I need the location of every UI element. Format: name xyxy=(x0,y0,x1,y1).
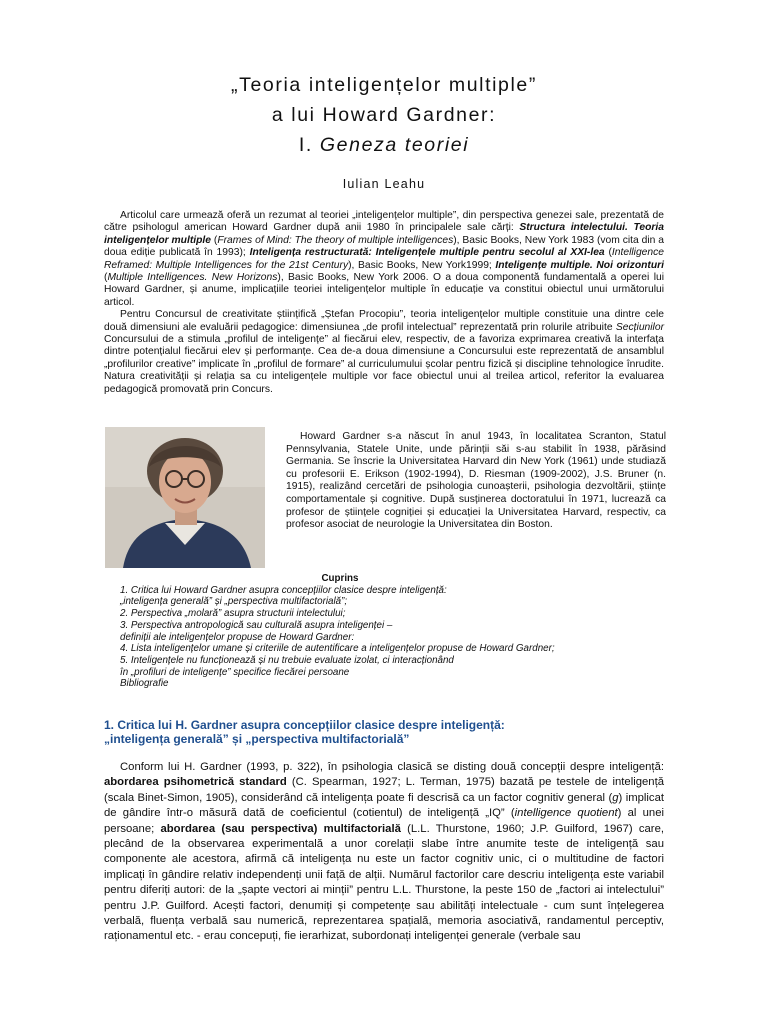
intro-paragraph-1: Articolul care urmează oferă un rezumat al teoriei „inteligențelor multiple”, din perspectiva genezei sale, prezentată de către psihologul american Howard Gardner după anii 1980 în principalele sale cărți: Structura intelectului. Teoria inteligențelor multiple (Frames of Mind: The theory of multiple intelligences), Basic Books, New York 1983 (vom cita din a doua ediție publicată în 1993); Inteligența restructurată: Inteligențele multiple pentru secolul al XXI-lea (Intelligence Reframed: Multiple Intelligences for the 21st Century), Basic Books, New York1999; Inteligențe multiple. Noi orizonturi (Multiple Intelligences. New Horizons), Basic Books, New York 2006. O a doua componentă fundamentală a operei lui Howard Gardner, și anume, implicațiile teoriei inteligențelor multiple în educație va constitui obiectul unui următorului articol. xyxy=(104,210,665,308)
section-1-body xyxy=(104,760,664,945)
document-title xyxy=(0,70,768,160)
section-heading-line-2: „inteligența generală” și „perspectiva multifactorială” xyxy=(104,732,410,746)
biography-text xyxy=(286,431,666,532)
body-paragraph: Conform lui H. Gardner (1993, p. 322), în psihologia clasică se disting două concepții despre inteligență: abordarea psihometrică standard (C. Spearman, 1927; L. Terman, 1975) bazată pe testele de inteligență (scala Binet-Simon, 1905), considerând că inteligența poate fi descrisă ca un factor cognitiv general (g) implicat de gândire într-o măsură dată de coeficientul (cotientul) de inteligență „IQ” (intelligence quotient) al unei persoane; abordarea (sau perspectiva) multifactorială (L.L. Thurstone, 1960; J.P. Guilford, 1967) care, plecând de la observarea experimentală a unor corelații slabe între anumite teste de inteligență sau componente ale acestora, afirmă că inteligența nu este un factor cognitiv unic, ci o multitudine de factori implicați în gândire relativ independenți unii față de alții. Numărul factorilor care descriu inteligența este variabil pentru diferiți autori: de la „șapte vectori ai minții” pentru L.L. Thurstone, la peste 150 de „factori ai intelectului” pentru J.P. Guilford. Acești factori, denumiți și competențe sau abilități intelectuale - cum sunt înțelegerea verbală, fluența verbală sau numerică, reprezentarea spațială, memoria asociativă, randamentul perceptiv, raționamentul etc. - erau concepuți, fie ierarhizat, subordonați inteligenței generale (verbale sau xyxy=(104,761,664,943)
title-line-3 xyxy=(0,130,768,160)
biography-paragraph: Howard Gardner s-a născut în anul 1943, în localitatea Scranton, Statul Pennsylvania, Statele Unite, unde părinții săi s-au stabilit în 1938, părăsind Germania. Se înscrie la Universitatea Harvard din New York (1961) unde studiază cu profesorii E. Erikson (1902-1994), D. Riesman (1909-2002), J.S. Bruner (n. 1915), realizând cercetări de psihologia cunoașterii, psihologia dezvoltării, științe comportamentale și cognitive. După susținerea doctoratului în 1971, lucrează ca profesor de științele cogniției și educației la Universitatea Harvard, respectiv, ca profesor asociat de neurologie la Universitatea din Boston. xyxy=(286,431,666,531)
title-roman-numeral: I. xyxy=(298,134,320,156)
title-line-2: a lui Howard Gardner: xyxy=(271,104,497,126)
toc-line: 4. Lista inteligențelor umane și criteriile de autentificare a inteligențelor propuse de Howard Gardner; xyxy=(120,643,555,655)
toc-line: în „profiluri de inteligențe” specifice fiecărei persoane xyxy=(120,666,350,678)
intro-paragraph-2: Pentru Concursul de creativitate științifică „Ștefan Procopiu”, teoria inteligențelor multiple constituie una dintre cele două dimensiuni ale evaluării pedagogice: dimensiunea „de profil intelectual” reprezentată prin rolurile atribuite Secțiunilor Concursului de a stimula „profilul de inteligențe” al fiecărui elev, respectiv, de a favoriza exprimarea creativă la interfața dintre potențialul fiecărui elev și performanțe. Cea de-a doua dimensiune a Concursului este reprezentată de ansamblul „profilurilor creative” implicate în „profilul de formare” al curriculumului școlar pentru fizică și discipline tehnologice înrudite. Natura creativității și relația sa cu inteligențele multiple vor face obiectul unui al treilea articol, referitor la evaluarea pedagogică promovată prin Concurs. xyxy=(104,309,664,395)
howard-gardner-portrait-photo xyxy=(105,427,265,568)
portrait-illustration xyxy=(105,427,265,568)
section-heading-line-1: 1. Critica lui H. Gardner asupra concepțiilor clasice despre inteligență: xyxy=(104,718,505,732)
toc-title: Cuprins xyxy=(321,573,359,584)
toc-line: definiții ale inteligențelor propuse de Howard Gardner: xyxy=(120,631,355,643)
author-name: Iulian Leahu xyxy=(342,177,426,191)
table-of-contents xyxy=(120,573,620,690)
intro-text xyxy=(104,210,664,396)
toc-line: Bibliografie xyxy=(120,678,169,690)
title-line-1: „Teoria inteligențelor multiple” xyxy=(231,74,537,96)
toc-line: 3. Perspectiva antropologică sau culturală asupra inteligenței – xyxy=(120,619,393,631)
section-1-heading xyxy=(104,718,664,746)
title-subtitle: Geneza teoriei xyxy=(319,134,470,156)
toc-line: 1. Critica lui Howard Gardner asupra concepțiilor clasice despre inteligență: xyxy=(120,584,447,596)
toc-line: „inteligența generală” și „perspectiva multifactorială”; xyxy=(120,596,348,608)
toc-line: 5. Inteligențele nu funcționează și nu trebuie evaluate izolat, ci interacționând xyxy=(120,654,454,666)
toc-line: 2. Perspectiva „molară” asupra structurii intelectului; xyxy=(120,608,346,620)
